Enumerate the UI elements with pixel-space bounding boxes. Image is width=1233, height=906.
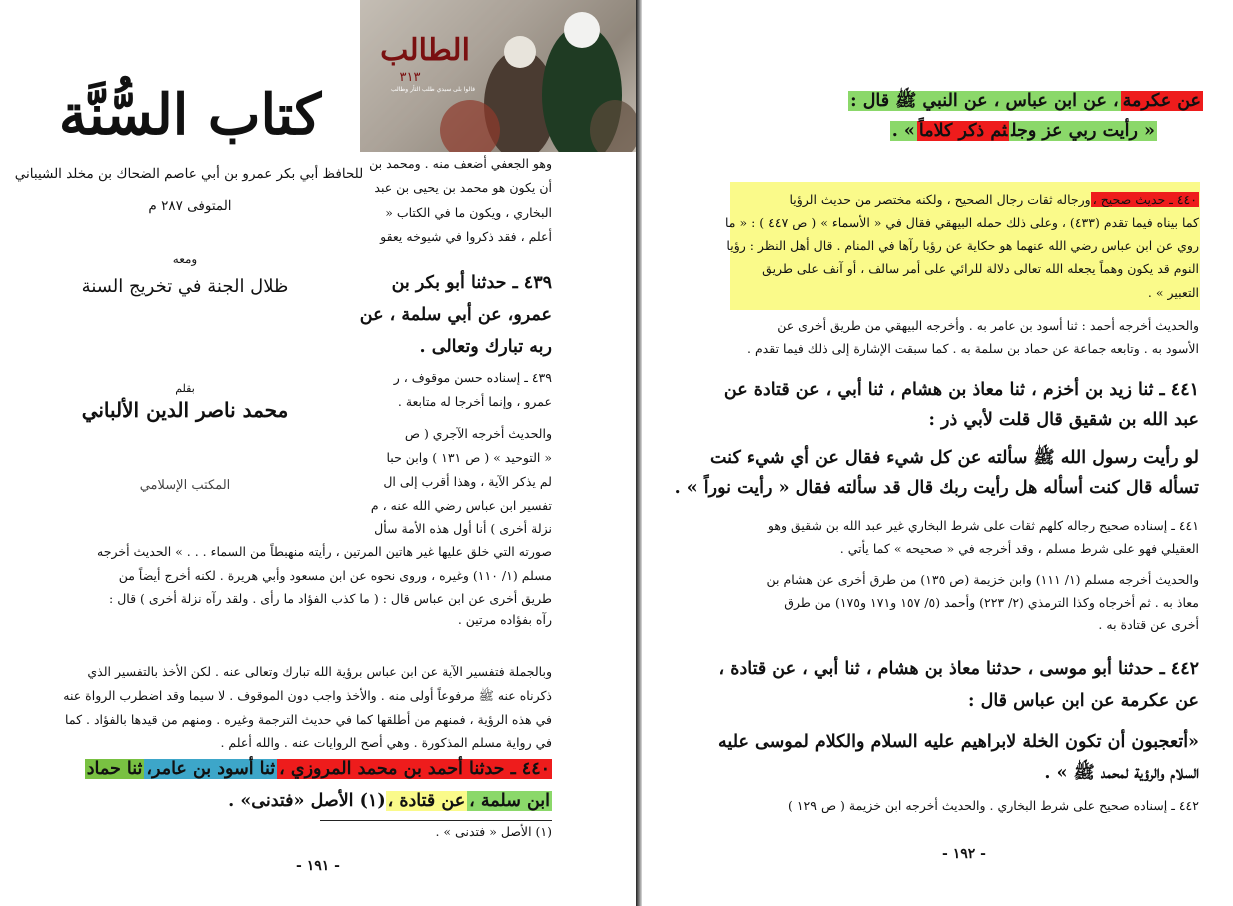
top-line-2 <box>890 118 1157 144</box>
banner-tagline: قالوا بلى سيدي طلب الثأر وطالب <box>390 86 476 93</box>
banner-logo: الطالب <box>380 33 470 68</box>
text-line: وهو الجعفي أضعف منه . ومحمد بن <box>369 156 552 171</box>
yellow-line-2: كما بيناه فيما تقدم (٤٣٣) ، وعلى ذلك حمله البيهقي فقال في « الأسماء » ( ص ٤٤٧ ) : « ما <box>725 215 1199 230</box>
hadith-440-rest: (١) الأصل «فتدنى» . <box>228 791 386 811</box>
text-line: أن يكون هو محمد بن يحيى بن عبد <box>374 180 552 195</box>
text-line: ذكرناه عنه ﷺ مرفوعاً أولى منه . والأخذ واجب دون الموقوف . لا سيما وقد اضطرب الرواة عنه <box>63 688 552 703</box>
hadith-442-text: السلام والرؤية لمحمد ﷺ » . <box>1044 763 1199 783</box>
cover-by: بقلم <box>175 382 195 395</box>
hadith-442-text: «أتعجبون أن تكون الخلة لابراهيم عليه السلام والكلام لموسى عليه <box>718 732 1199 752</box>
text-line: نزلة أخرى ) أنا أول هذه الأمة سأل <box>374 521 552 536</box>
cover-publisher: المكتب الإسلامي <box>139 478 231 493</box>
highlight-light-green: ابن سلمة ، <box>469 791 550 811</box>
hadith-440-line2 <box>228 788 552 814</box>
hadith-439-text: عمرو، عن أبي سلمة ، عن <box>359 305 552 325</box>
hadith-439-text: ربه تبارك وتعالى . <box>419 337 552 357</box>
yellow-line-text: ورجاله ثقات رجال الصحيح ، ولكنه مختصر من حديث الرؤيا <box>789 192 1091 207</box>
hadith-442-heading: ٤٤٢ ـ حدثنا أبو موسى ، حدثنا معاذ بن هشام ، ثنا أبي ، عن قتادة ، <box>718 659 1199 679</box>
footnote: (١) الأصل « فتدنى » . <box>435 824 552 839</box>
hadith-441-heading: ٤٤١ ـ ثنا زيد بن أخزم ، ثنا معاذ بن هشام ، ثنا أبي ، عن قتادة عن <box>723 380 1199 400</box>
hadith-439-heading: ٤٣٩ ـ حدثنا أبو بكر بن <box>391 273 552 293</box>
text-line: والحديث أخرجه أحمد : ثنا أسود بن عامر به . وأخرجه البيهقي من طريق أخرى عن <box>777 318 1199 333</box>
text-line: البخاري ، ويكون ما في الكتاب « <box>385 205 552 220</box>
page-number: - ١٩٢ - <box>942 846 986 862</box>
highlight-red: ثم ذكر كلاماً <box>918 121 1008 141</box>
text-line: معاذ به . ثم أخرجاه وكذا الترمذي (٢/ ٢٢٣) وأحمد (٥/ ١٥٧ و١٧١ و١٧٥) من طرق <box>784 595 1199 610</box>
page-number: - ١٩١ - <box>296 858 340 874</box>
hadith-441-text: تسأله قال كنت أسأله هل رأيت ربك قال قد سألته فقال « رأيت نوراً » . <box>674 478 1199 498</box>
text-line: أخرى عن قتادة به . <box>1098 617 1199 632</box>
highlight-green: « رأيت ربي عز وجل <box>1011 121 1155 141</box>
text-line: مسلم (١/ ١١٠) وغيره ، وروى نحوه عن ابن مسعود وأبي هريرة . لكنه أخرج أيضاً من <box>118 568 552 583</box>
hadith-441-text: لو رأيت رسول الله ﷺ سألته عن كل شيء فقال عن أي شيء كنت <box>709 448 1199 468</box>
banner-number: ٣١٣ <box>399 70 421 85</box>
text-line: ٤٤١ ـ إسناده صحيح رجاله كلهم ثقات على شرط البخاري غير عبد الله بن شقيق وهو <box>767 518 1199 533</box>
text-line: وبالجملة فتفسير الآية عن ابن عباس برؤية الله تبارك وتعالى عنه . لكن الأخذ بالتفسير الذي <box>87 664 552 679</box>
text-line: عمرو ، وإنما أخرجا له متابعة . <box>397 394 552 409</box>
top-line-1 <box>848 88 1203 114</box>
text-line: تفسير ابن عباس رضي الله عنه ، م <box>370 498 552 513</box>
text-line: « التوحيد » ( ص ١٣١ ) وابن حبا <box>386 450 552 465</box>
highlight-red: ٤٤٠ ـ حديث صحيح ، <box>1092 192 1197 207</box>
highlight-red: ٤٤٠ ـ حدثنا أحمد بن محمد المروزي ، <box>279 759 550 779</box>
right-page <box>642 0 1233 906</box>
highlight-green: ثنا حماد <box>86 759 143 779</box>
cover-zilal-title: ظلال الجنة في تخريج السنة <box>81 276 289 297</box>
cover-death-date: المتوفى ٢٨٧ م <box>148 198 232 214</box>
hadith-442-text: عن عكرمة عن ابن عباس قال : <box>968 691 1199 711</box>
highlight-yellow: عن قتادة ، <box>387 791 466 811</box>
text-line: العقيلي فهو على شرط مسلم ، وقد أخرجه في « صحيحه » كما يأتي . <box>839 541 1199 556</box>
highlight-blue: ثنا أسود بن عامر، <box>146 759 276 779</box>
hadith-440-line1 <box>85 756 552 782</box>
highlight-red: عن عكرمة <box>1122 91 1201 111</box>
highlight-green: ، عن ابن عباس ، عن النبي ﷺ قال : <box>850 91 1119 111</box>
text-line: صورته التي خلق عليها غير هاتين المرتين ، رأيته منهبطاً من السماء . . . » الحديث أخرجه <box>97 544 552 559</box>
yellow-line-1 <box>789 190 1199 209</box>
text-line: رآه بفؤاده مرتين . <box>457 612 552 627</box>
highlight-green: » . <box>891 121 915 141</box>
text-line: ٤٣٩ ـ إسناده حسن موقوف ، ر <box>393 370 552 385</box>
yellow-line-3: روي عن ابن عباس رضي الله عنهما هو حكاية عن رؤيا رآها في المنام . قال أهل النظر : رؤيا <box>726 238 1199 253</box>
cover-title: كتاب السُّنَّة <box>58 82 322 148</box>
yellow-line-5: التعبير » . <box>1147 285 1199 300</box>
text-line: في رواية مسلم المذكورة . وهي أصح الروايات عنه . والله أعلم . <box>220 735 552 750</box>
text-line: والحديث أخرجه مسلم (١/ ١١١) وابن خزيمة (ص ١٣٥) من طرق أخرى عن هشام بن <box>766 572 1199 587</box>
cover-editor: محمد ناصر الدين الألباني <box>81 398 289 422</box>
footnote-rule <box>320 820 552 821</box>
text-line: طريق أخرى عن ابن عباس قال : ( ما كذب الفؤاد ما رأى . ولقد رآه نزلة أخرى ) قال : <box>109 591 552 606</box>
text-line: لم يذكر الآية ، وهذا أقرب إلى ال <box>383 474 552 489</box>
text-line: في هذه الرؤية ، فمنهم من أطلقها كما في حديث الترجمة وغيره . ومنهم من قيدها بالفؤاد . كما <box>65 712 552 727</box>
hadith-441-text: عبد الله بن شقيق قال قلت لأبي ذر : <box>928 410 1199 430</box>
cover-with: ومعه <box>172 252 198 266</box>
text-line: والحديث أخرجه الآجري ( ص <box>404 426 552 441</box>
text-line: ٤٤٢ ـ إسناده صحيح على شرط البخاري . والحديث أخرجه ابن خزيمة ( ص ١٢٩ ) <box>787 798 1199 813</box>
text-line: الأسود به . وتابعه جماعة عن حماد بن سلمة به . كما سبقت الإشارة إلى ذلك فيما تقدم . <box>747 341 1199 356</box>
yellow-line-4: النوم قد يكون وهماً يجعله الله تعالى دلالة للرائي على أمر سالف ، أو آنف على طريق <box>762 261 1199 276</box>
cover-author: للحافظ أبي بكر عمرو بن أبي عاصم الضحاك بن مخلد الشيباني <box>14 166 364 182</box>
text-line: أعلم ، فقد ذكروا في شيوخه يعقو <box>380 229 552 244</box>
